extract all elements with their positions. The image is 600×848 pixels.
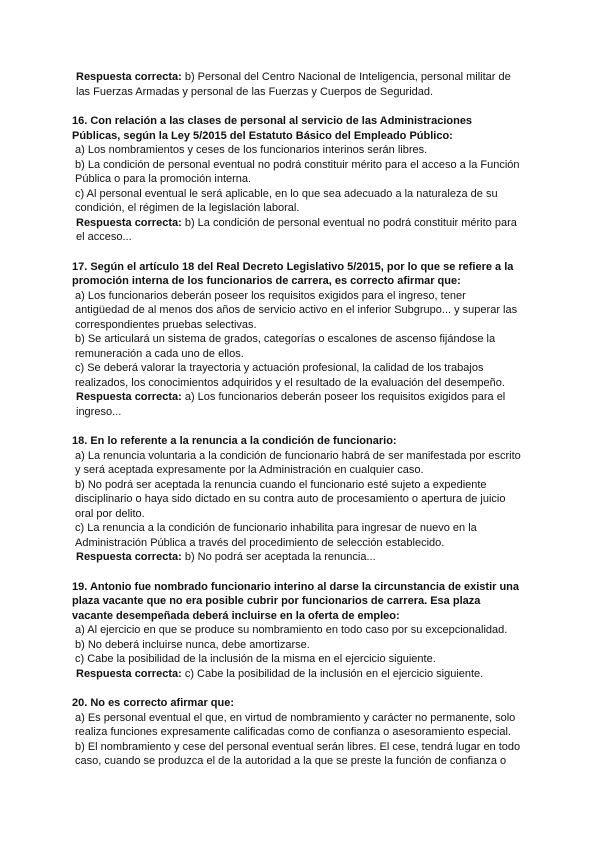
question-text: 17. Según el artículo 18 del Real Decreto Legislativo 5/2015, por lo que se refiere a la promoción interna de los funcionarios de carrera, es correcto afirmar que: bbox=[72, 260, 514, 287]
correct-answer bbox=[72, 216, 522, 245]
option-b: b) No deberá incluirse nunca, debe amortizarse. bbox=[75, 638, 310, 651]
question-text: 18. En lo referente a la renuncia a la condición de funcionario: bbox=[72, 435, 397, 447]
option-b: b) Se articulará un sistema de grados, categorías o escalones de ascenso fijándose la remuneración a cada uno de ellos. bbox=[75, 333, 496, 360]
correct-answer bbox=[72, 550, 522, 565]
answer-label: Respuesta correcta: bbox=[76, 71, 182, 83]
answer-text: b) Personal del Centro Nacional de Inteligencia, personal militar de las Fuerzas Armadas y personal de las Fuerzas y Cuerpos de Seguridad. bbox=[76, 71, 511, 98]
question-block-18 bbox=[72, 434, 522, 565]
answer-text: c) Cabe la posibilidad de la inclusión en el ejercicio siguiente. bbox=[181, 667, 484, 680]
option-c: c) Al personal eventual le será aplicable, en lo que sea adecuado a la naturaleza de su condición, el régimen de la legislación laboral. bbox=[75, 187, 498, 214]
option-a: a) Los funcionarios deberán poseer los requisitos exigidos para el ingreso, tener antigüedad de al menos dos años de servicio activo en el inferior Subgrupo... y superar las correspondientes pruebas selectivas. bbox=[75, 289, 518, 331]
correct-answer bbox=[72, 390, 522, 419]
option-a: a) Al ejercicio en que se produce su nombramiento en todo caso por su excepcionalidad. bbox=[75, 624, 508, 636]
answer-label: Respuesta correcta: bbox=[76, 216, 182, 229]
option-a: a) La renuncia voluntaria a la condición de funcionario habrá de ser manifestada por escrito y será aceptada expresamente por la Administración en cualquier caso. bbox=[75, 449, 521, 476]
option-c: c) La renuncia a la condición de funcionario inhabilita para ingresar de nuevo en la Administración Pública a través del procedimiento de selección establecido. bbox=[75, 522, 477, 549]
option-b: b) No podrá ser aceptada la renuncia cuando el funcionario esté sujeto a expediente disciplinario o haya sido dictado en su contra auto de procesamiento o apertura de juicio oral por delito. bbox=[75, 478, 506, 520]
option-c: c) Cabe la posibilidad de la inclusión de la misma en el ejercicio siguiente. bbox=[75, 653, 436, 665]
option-a: a) Los nombramientos y ceses de los funcionarios interinos serán libres. bbox=[75, 144, 428, 156]
option-b: b) El nombramiento y cese del personal eventual serán libres. El cese, tendrá lugar en todo caso, cuando se produzca el de la autoridad a la que se preste la función de confianza o bbox=[75, 740, 521, 767]
answer-label: Respuesta correcta: bbox=[76, 667, 182, 680]
answer-text: b) La condición de personal eventual no podrá constituir mérito para el acceso... bbox=[76, 216, 517, 243]
answer-text: b) No podrá ser aceptada la renuncia... bbox=[181, 551, 376, 563]
question-text: 20. No es correcto afirmar que: bbox=[72, 697, 235, 709]
option-a: a) Es personal eventual el que, en virtud de nombramiento y carácter no permanente, solo realiza funciones expresamente calificadas como de confianza o asesoramiento especial. bbox=[75, 711, 516, 738]
question-text: 16. Con relación a las clases de personal al servicio de las Administraciones Públicas, según la Ley 5/2015 del Estatuto Básico del Empleado Público: bbox=[72, 115, 473, 142]
question-block-16 bbox=[72, 114, 522, 245]
correct-answer bbox=[72, 667, 522, 682]
option-c: c) Se deberá valorar la trayectoria y actuación profesional, la calidad de los trabajos realizados, los conocimientos adquiridos y el resultado de la evaluación del desempeño. bbox=[75, 362, 505, 389]
question-text: 19. Antonio fue nombrado funcionario interino al darse la circunstancia de existir una plaza vacante que no era posible cubrir por funcionarios de carrera. Esa plaza vacante desempeñada deberá incluirse en la oferta de empleo: bbox=[72, 580, 520, 622]
answer-text: a) Los funcionarios deberán poseer los requisitos exigidos para el ingreso... bbox=[76, 391, 506, 418]
option-b: b) La condición de personal eventual no podrá constituir mérito para el acceso a la Función Pública o para la promoción interna. bbox=[75, 158, 520, 185]
question-block-17 bbox=[72, 260, 522, 420]
question-block-19 bbox=[72, 580, 522, 682]
document-content bbox=[72, 70, 522, 784]
answer-label: Respuesta correcta: bbox=[76, 391, 182, 403]
answer-label: Respuesta correcta: bbox=[76, 551, 182, 563]
correct-answer bbox=[72, 70, 522, 99]
question-block-20 bbox=[72, 696, 522, 769]
answer-block-15 bbox=[72, 70, 522, 99]
